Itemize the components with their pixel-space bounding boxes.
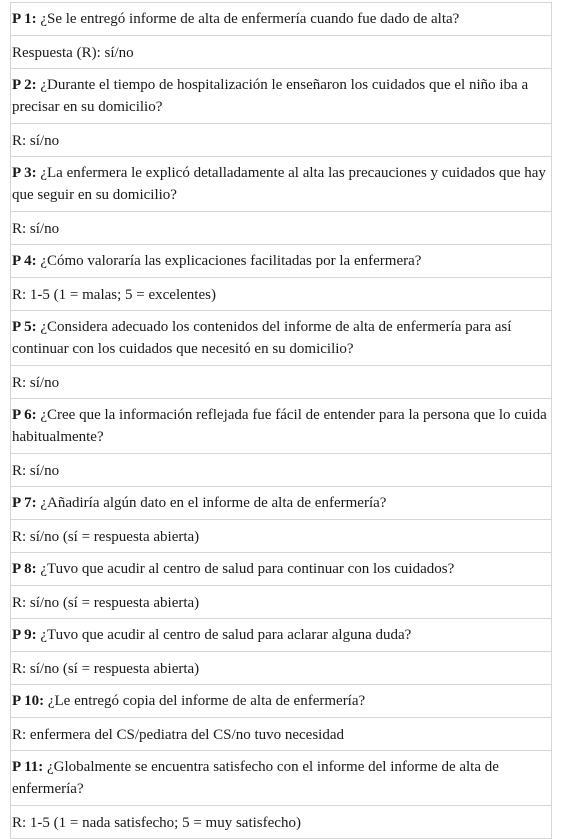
question-text: ¿Cómo valoraría las explicaciones facilitadas por la enfermera?	[36, 253, 422, 269]
question-number: P 8:	[12, 561, 37, 577]
question-number: P 1:	[12, 11, 37, 27]
question-number: P 6:	[12, 407, 37, 423]
question-row	[10, 553, 552, 586]
answer-row: R: enfermera del CS/pediatra del CS/no tuvo necesidad	[10, 718, 552, 751]
answer-row: R: sí/no (sí = respuesta abierta)	[10, 520, 552, 553]
question-number: P 3:	[12, 165, 37, 181]
question-row	[10, 399, 552, 454]
survey-table	[10, 2, 552, 839]
question-number: P 9:	[12, 627, 37, 643]
question-text: ¿Considera adecuado los contenidos del informe de alta de enfermería para así continuar con los cuidados que necesitó en su domicilio?	[12, 319, 512, 357]
question-number: P 5:	[12, 319, 37, 335]
question-row	[10, 487, 552, 520]
answer-row: R: 1-5 (1 = nada satisfecho; 5 = muy satisfecho)	[10, 806, 552, 839]
question-text: ¿Añadiría algún dato en el informe de alta de enfermería?	[36, 495, 387, 511]
question-row	[10, 157, 552, 212]
answer-row: R: sí/no	[10, 454, 552, 487]
answer-row: Respuesta (R): sí/no	[10, 36, 552, 69]
question-text: ¿Tuvo que acudir al centro de salud para aclarar alguna duda?	[36, 627, 412, 643]
question-number: P 7:	[12, 495, 37, 511]
question-number: P 4:	[12, 253, 37, 269]
answer-row: R: sí/no (sí = respuesta abierta)	[10, 652, 552, 685]
question-number: P 10:	[12, 693, 45, 709]
question-number: P 11:	[12, 759, 44, 775]
question-text: ¿Globalmente se encuentra satisfecho con el informe del informe de alta de enfermería?	[12, 759, 499, 797]
answer-row: R: sí/no (sí = respuesta abierta)	[10, 586, 552, 619]
answer-row: R: 1-5 (1 = malas; 5 = excelentes)	[10, 278, 552, 311]
answer-row: R: sí/no	[10, 212, 552, 245]
question-text: ¿Durante el tiempo de hospitalización le enseñaron los cuidados que el niño iba a precisar en su domicilio?	[12, 77, 529, 115]
question-row	[10, 619, 552, 652]
question-row	[10, 3, 552, 36]
question-row	[10, 311, 552, 366]
question-text: ¿Le entregó copia del informe de alta de enfermería?	[44, 693, 366, 709]
question-row	[10, 245, 552, 278]
question-text: ¿Se le entregó informe de alta de enfermería cuando fue dado de alta?	[36, 11, 460, 27]
question-number: P 2:	[12, 77, 37, 93]
question-row	[10, 685, 552, 718]
question-text: ¿La enfermera le explicó detalladamente al alta las precauciones y cuidados que hay que seguir en su domicilio?	[12, 165, 546, 203]
answer-row: R: sí/no	[10, 366, 552, 399]
question-text: ¿Cree que la información reflejada fue fácil de entender para la persona que lo cuida habitualmente?	[12, 407, 547, 445]
question-row	[10, 69, 552, 124]
answer-row: R: sí/no	[10, 124, 552, 157]
question-row	[10, 751, 552, 806]
question-text: ¿Tuvo que acudir al centro de salud para continuar con los cuidados?	[36, 561, 455, 577]
